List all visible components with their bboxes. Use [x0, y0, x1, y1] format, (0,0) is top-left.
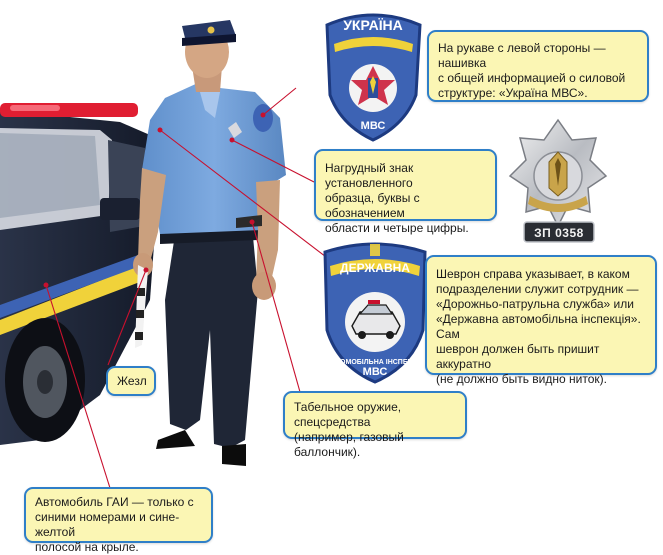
chevron-patch-arc-text: АВТОМОБІЛЬНА ІНСПЕКЦІЯ [326, 359, 424, 366]
callout-line: структуре: «Україна МВС». [438, 86, 588, 100]
callout-line: Табельное оружие, спецсредства [294, 400, 402, 429]
callout-line: На рукаве с левой стороны — нашивка [438, 41, 606, 70]
chevron-patch-bottom-text: МВС [362, 366, 388, 378]
badge-number: ЗП 0358 [534, 226, 584, 240]
callout-line: Автомобиль ГАИ — только с [35, 495, 194, 509]
sleeve-patch [327, 15, 420, 140]
chevron-patch-top-text: ДЕРЖАВНА [340, 261, 410, 275]
callout-chest-badge [314, 149, 497, 235]
chest-badge [510, 120, 606, 242]
callout-baton [106, 366, 156, 396]
callout-line: области и четыре цифры. [325, 221, 469, 235]
callout-chevron [425, 255, 657, 386]
callout-line: Нагрудный знак установленного [325, 161, 414, 190]
callout-sleeve-patch [427, 30, 649, 102]
callout-line: синими номерами и сине-желтой [35, 510, 180, 539]
callout-weapon [283, 391, 467, 459]
sleeve-patch-top-text: УКРАЇНА [343, 17, 403, 33]
callout-line: «Дорожньо-патрульна служба» или [436, 297, 634, 311]
chevron-patch [325, 244, 425, 382]
officer [133, 20, 286, 466]
callout-line: (не должно быть видно ниток). [436, 372, 607, 386]
callout-line: подразделении служит сотрудник — [436, 282, 639, 296]
callout-line: «Державна автомобільна інспекція». Сам [436, 312, 641, 341]
callout-line: Шеврон справа указывает, в каком [436, 267, 630, 281]
callout-line: (например, газовый баллончик). [294, 430, 404, 459]
callout-line: шеврон должен быть пришит аккуратно [436, 342, 600, 371]
callout-line: полосой на крыле. [35, 540, 139, 554]
callout-line: с общей информацией о силовой [438, 71, 626, 85]
sleeve-patch-small [253, 104, 273, 132]
callout-line: образца, буквы с обозначением [325, 191, 420, 220]
sleeve-patch-bottom-text: МВС [360, 120, 386, 132]
callout-car [24, 487, 213, 554]
callout-line: Жезл [117, 374, 147, 388]
car-mirror [100, 198, 140, 220]
